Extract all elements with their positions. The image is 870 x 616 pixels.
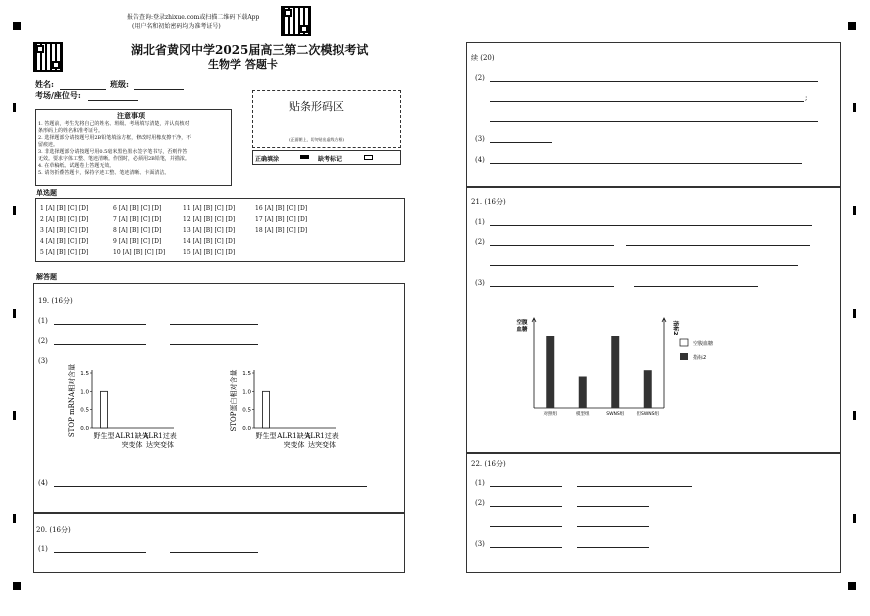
mc-question-6[interactable]: 6 [A] [B] [C] [D] bbox=[113, 205, 162, 212]
q22-part1-label: (1) bbox=[475, 479, 485, 487]
q20-part1-answer-line[interactable] bbox=[170, 552, 258, 553]
seat-field[interactable] bbox=[88, 100, 138, 101]
mc-question-16[interactable]: 16 [A] [B] [C] [D] bbox=[255, 205, 308, 212]
missing-mark-checkbox[interactable] bbox=[364, 155, 373, 160]
q20-box bbox=[33, 513, 405, 573]
q21-part1-label: (1) bbox=[475, 218, 485, 226]
y-tick-label: 0.5 bbox=[80, 407, 89, 414]
mc-section-label: 单选题 bbox=[36, 188, 57, 197]
q21-part1-answer-line[interactable] bbox=[490, 225, 812, 226]
x-tick-label: 突变体 bbox=[283, 441, 305, 449]
seat-label: 考场/座位号: bbox=[35, 90, 81, 100]
mc-question-7[interactable]: 7 [A] [B] [C] [D] bbox=[113, 216, 162, 223]
mc-question-17[interactable]: 17 [A] [B] [C] [D] bbox=[255, 216, 308, 223]
notes-item: 1. 答题前，考生先将自己的姓名、班级、考场填写清楚，并认真核对 bbox=[38, 121, 190, 127]
notes-item: 留痕迹。 bbox=[38, 142, 59, 148]
q21-part2-answer-line[interactable] bbox=[490, 245, 614, 246]
legend-label: 空腹血糖 bbox=[693, 341, 714, 347]
q22-part2-answer-line[interactable] bbox=[490, 526, 562, 527]
answer-section-label: 解答题 bbox=[36, 272, 57, 281]
y-tick-label: 0.0 bbox=[242, 426, 251, 432]
timing-mark bbox=[13, 103, 16, 112]
x-tick-label: 野生型 bbox=[255, 432, 277, 440]
legend-label: 指标2 bbox=[693, 355, 707, 361]
mc-question-1[interactable]: 1 [A] [B] [C] [D] bbox=[40, 205, 89, 212]
class-label: 班级: bbox=[110, 79, 129, 89]
q21-part2-label: (2) bbox=[475, 238, 485, 246]
bar-模型组 bbox=[579, 377, 587, 409]
q22-part3-answer-line[interactable] bbox=[577, 547, 649, 548]
name-label: 姓名: bbox=[35, 79, 54, 89]
q21-part3-answer-line[interactable] bbox=[634, 286, 758, 287]
timing-mark bbox=[853, 514, 856, 523]
q21-heading: 21. (16分) bbox=[471, 198, 506, 206]
chart-stop-mrna bbox=[62, 362, 212, 452]
timing-mark bbox=[13, 206, 16, 215]
y-tick-label: 0.5 bbox=[242, 407, 251, 414]
x-tick-label: 对照组 bbox=[543, 412, 557, 417]
x-tick-label: 突变体 bbox=[121, 441, 143, 449]
cont-part2-answer-line[interactable] bbox=[490, 81, 818, 82]
mc-question-11[interactable]: 11 [A] [B] [C] [D] bbox=[183, 205, 236, 212]
q22-part3-answer-line[interactable] bbox=[490, 547, 562, 548]
x-tick-label: 达突变体 bbox=[146, 441, 174, 449]
mc-question-3[interactable]: 3 [A] [B] [C] [D] bbox=[40, 227, 89, 234]
q22-heading: 22. (16分) bbox=[471, 460, 506, 468]
timing-mark bbox=[853, 309, 856, 318]
x-tick-label: ALR1缺失 bbox=[115, 432, 149, 440]
qr-code-icon bbox=[33, 42, 63, 72]
q20-heading: 20. (16分) bbox=[36, 526, 71, 534]
q22-part1-answer-line[interactable] bbox=[577, 486, 692, 487]
notes-item: 条形码上的姓名和准考证号。 bbox=[38, 128, 104, 134]
corner-mark bbox=[13, 22, 21, 30]
y-axis-label: 血糖 bbox=[516, 327, 528, 333]
notes-item: 无效。要求字体工整、笔迹清晰。作图时，必须用2B铅笔，并描浓。 bbox=[38, 156, 190, 162]
q19-part1-answer-line[interactable] bbox=[170, 324, 258, 325]
corner-mark bbox=[848, 22, 856, 30]
missing-mark-label: 缺考标记 bbox=[318, 156, 343, 163]
x-tick-label: SWNS组 bbox=[606, 412, 625, 417]
barcode-title: 贴条形码区 bbox=[289, 100, 344, 113]
y-tick-label: 1.5 bbox=[80, 371, 89, 377]
page-title: 湖北省黄冈中学2025届高三第二次模拟考试 bbox=[131, 43, 369, 57]
x-tick-label: ALR1过表 bbox=[143, 432, 177, 440]
q19-part2-answer-line[interactable] bbox=[170, 344, 258, 345]
x-tick-label: 达突变体 bbox=[308, 441, 336, 449]
bar-野生型 bbox=[101, 391, 108, 428]
correct-fill-swatch bbox=[300, 155, 309, 159]
cont-box bbox=[466, 42, 841, 187]
y-tick-label: 0.0 bbox=[80, 426, 89, 432]
mc-question-14[interactable]: 14 [A] [B] [C] [D] bbox=[183, 238, 236, 245]
y-tick-label: 1.5 bbox=[242, 371, 251, 377]
bar-但SWNS组 bbox=[644, 370, 652, 408]
bar-野生型 bbox=[263, 391, 270, 428]
y-axis-label: 空腹 bbox=[516, 320, 528, 326]
x-tick-label: 野生型 bbox=[93, 432, 115, 440]
class-field[interactable] bbox=[134, 89, 184, 90]
cont-semicolon: ; bbox=[805, 94, 808, 102]
q20-part1-label: (1) bbox=[38, 545, 48, 553]
correct-fill-label: 正确填涂 bbox=[255, 156, 280, 163]
mc-question-13[interactable]: 13 [A] [B] [C] [D] bbox=[183, 227, 236, 234]
mc-question-15[interactable]: 15 [A] [B] [C] [D] bbox=[183, 249, 236, 256]
cont-part3-answer-line[interactable] bbox=[490, 142, 552, 143]
mc-question-9[interactable]: 9 [A] [B] [C] [D] bbox=[113, 238, 162, 245]
y-tick-label: 1.0 bbox=[80, 389, 89, 396]
qr-code-icon bbox=[281, 6, 311, 36]
cont-part2-label: (2) bbox=[475, 74, 485, 82]
cont-part2-answer-line[interactable] bbox=[490, 101, 804, 102]
q19-part1-label: (1) bbox=[38, 317, 48, 325]
q22-box bbox=[466, 453, 841, 573]
notes-item: 4. 在草稿纸、试题卷上答题无效。 bbox=[38, 163, 115, 169]
mc-question-12[interactable]: 12 [A] [B] [C] [D] bbox=[183, 216, 236, 223]
mc-question-10[interactable]: 10 [A] [B] [C] [D] bbox=[113, 249, 166, 256]
timing-mark bbox=[13, 411, 16, 420]
mc-question-4[interactable]: 4 [A] [B] [C] [D] bbox=[40, 238, 89, 245]
q22-part2-label: (2) bbox=[475, 499, 485, 507]
x-tick-label: 但SWNS组 bbox=[636, 412, 660, 417]
cont-part4-label: (4) bbox=[475, 156, 485, 164]
chart-stop-protein bbox=[224, 362, 374, 452]
barcode-hint: (正面朝上，切勿贴出虚线方框) bbox=[289, 137, 345, 142]
timing-mark bbox=[13, 309, 16, 318]
q19-heading: 19. (16分) bbox=[38, 297, 73, 305]
notes-item: 3. 非选择题部分请按题号用0.5毫米黑色墨水签字笔书写，否则作答 bbox=[38, 149, 188, 155]
bar-SWNS组 bbox=[611, 336, 619, 408]
cont-part3-label: (3) bbox=[475, 135, 485, 143]
page-subtitle: 生物学 答题卡 bbox=[208, 58, 278, 71]
cont-heading: 续 (20) bbox=[471, 54, 495, 62]
q19-part1-answer-line[interactable] bbox=[54, 324, 146, 325]
notes-item: 5. 请勿折叠答题卡，保持字迹工整、笔迹清晰、卡面清洁。 bbox=[38, 170, 170, 176]
timing-mark bbox=[13, 514, 16, 523]
chart-blood-glucose bbox=[512, 310, 752, 428]
y-axis-label: STOP蛋白相对含量 bbox=[230, 369, 238, 432]
cont-part4-answer-line[interactable] bbox=[490, 163, 802, 164]
q22-part2-answer-line[interactable] bbox=[577, 526, 649, 527]
y2-axis-label: 指标2 bbox=[672, 320, 678, 336]
x-tick-label: ALR1缺失 bbox=[277, 432, 311, 440]
notes-title: 注意事项 bbox=[117, 111, 145, 120]
legend-swatch-指标2 bbox=[680, 353, 688, 360]
timing-mark bbox=[853, 103, 856, 112]
timing-mark bbox=[853, 206, 856, 215]
q22-part2-answer-line[interactable] bbox=[490, 506, 562, 507]
q21-part2-answer-line[interactable] bbox=[490, 265, 798, 266]
q19-part3-label: (3) bbox=[38, 357, 48, 365]
q22-part3-label: (3) bbox=[475, 540, 485, 548]
q19-part4-answer-line[interactable] bbox=[54, 486, 367, 487]
corner-mark bbox=[848, 582, 856, 590]
q21-part3-label: (3) bbox=[475, 279, 485, 287]
x-tick-label: 模型组 bbox=[576, 412, 590, 417]
report-notice: 报告查询:登录zhixue.com或扫描二维码下载App bbox=[127, 14, 260, 21]
q22-part2-answer-line[interactable] bbox=[577, 506, 649, 507]
q21-part3-answer-line[interactable] bbox=[490, 286, 614, 287]
corner-mark bbox=[13, 582, 21, 590]
x-tick-label: ALR1过表 bbox=[305, 432, 339, 440]
mc-question-18[interactable]: 18 [A] [B] [C] [D] bbox=[255, 227, 308, 234]
y-tick-label: 1.0 bbox=[242, 389, 251, 396]
bar-对照组 bbox=[546, 336, 554, 408]
mc-question-2[interactable]: 2 [A] [B] [C] [D] bbox=[40, 216, 89, 223]
q19-part2-label: (2) bbox=[38, 337, 48, 345]
legend-swatch-空腹血糖 bbox=[680, 339, 688, 346]
q20-part1-answer-line[interactable] bbox=[54, 552, 146, 553]
q21-part2-answer-line[interactable] bbox=[626, 245, 810, 246]
notes-item: 2. 选择题部分请按题号用2B铅笔填涂方框，修改时用橡皮擦干净，不 bbox=[38, 135, 192, 141]
mc-question-5[interactable]: 5 [A] [B] [C] [D] bbox=[40, 249, 89, 256]
mc-question-8[interactable]: 8 [A] [B] [C] [D] bbox=[113, 227, 162, 234]
y-axis-label: STOP mRNA相对含量 bbox=[68, 363, 76, 438]
timing-mark bbox=[853, 411, 856, 420]
cont-part2-answer-line[interactable] bbox=[490, 121, 818, 122]
q22-part1-answer-line[interactable] bbox=[490, 486, 562, 487]
report-notice-sub: (用户名和初始密码均为准考证号) bbox=[132, 23, 221, 30]
q19-part4-label: (4) bbox=[38, 479, 48, 487]
q19-part2-answer-line[interactable] bbox=[54, 344, 146, 345]
